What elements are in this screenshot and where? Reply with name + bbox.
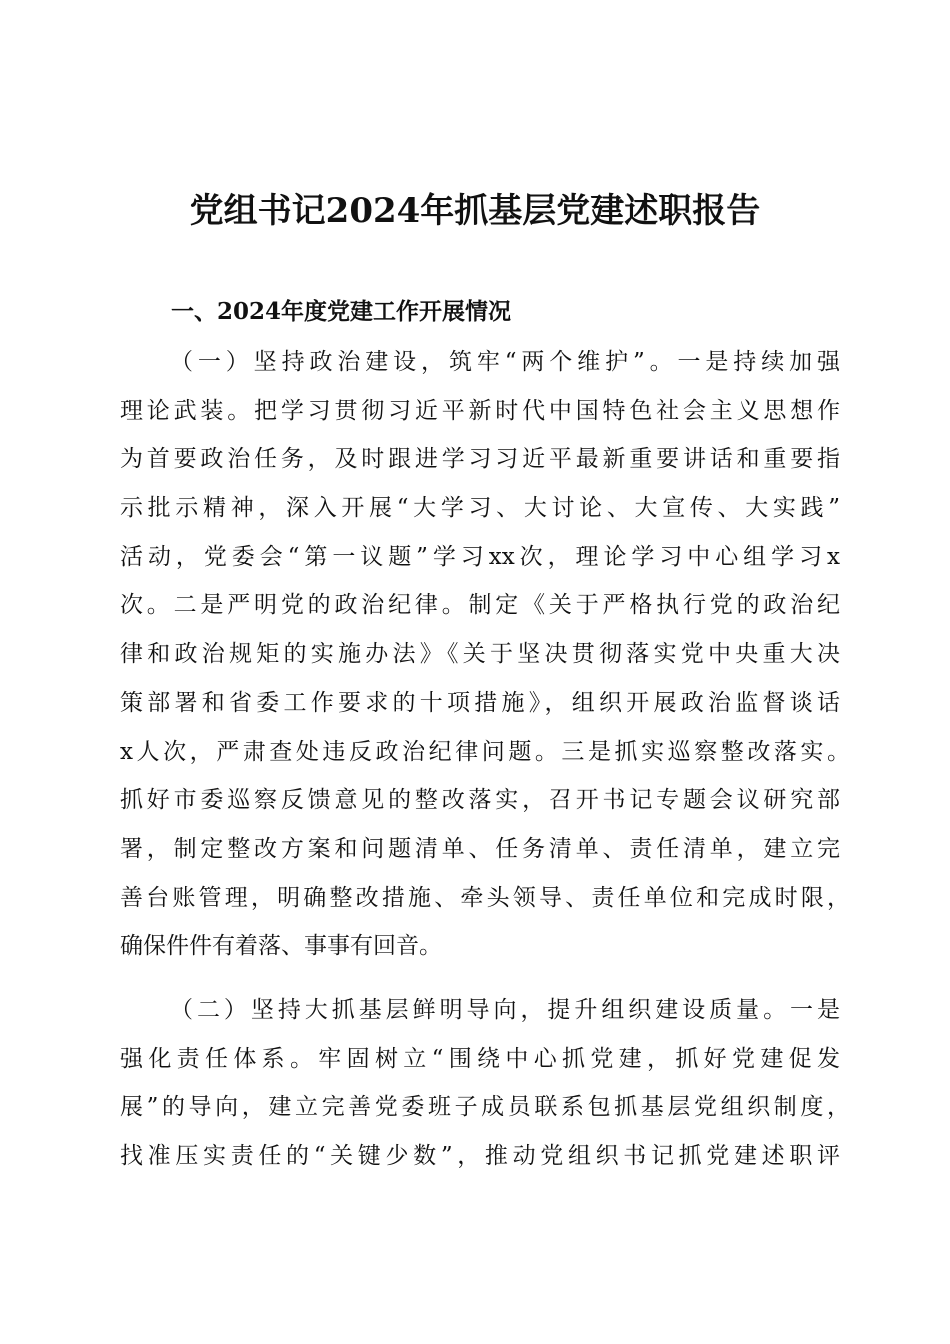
paragraph-line: 理论武装。把学习贯彻习近平新时代中国特色社会主义思想作 (120, 397, 840, 424)
paragraph-line: 律和政治规矩的实施办法》《关于坚决贯彻落实党中央重大决 (120, 641, 840, 668)
paragraph-line: 强化责任体系。牢固树立“围绕中心抓党建，抓好党建促发 (120, 1045, 840, 1072)
paragraph-line: （二）坚持大抓基层鲜明导向，提升组织建设质量。一是 (170, 997, 840, 1023)
paragraph-line: （一）坚持政治建设，筑牢“两个维护”。一是持续加强 (170, 349, 840, 375)
paragraph-line: 活动，党委会“第一议题”学习xx次，理论学习中心组学习x (120, 543, 840, 570)
paragraph-line: 找准压实责任的“关键少数”，推动党组织书记抓党建述职评 (120, 1143, 840, 1170)
paragraph-grassroots-building (120, 986, 850, 1181)
section-heading: 一、2024年度党建工作开展情况 (171, 298, 512, 325)
document-title: 党组书记2024年抓基层党建述职报告 (189, 191, 761, 231)
paragraph-political-building (120, 338, 850, 971)
paragraph-line: 次。二是严明党的政治纪律。制定《关于严格执行党的政治纪 (120, 592, 840, 619)
paragraph-line: x人次，严肃查处违反政治纪律问题。三是抓实巡察整改落实。 (120, 738, 850, 765)
paragraph-line: 展”的导向，建立完善党委班子成员联系包抓基层党组织制度， (120, 1094, 850, 1121)
paragraph-line: 署，制定整改方案和问题清单、任务清单、责任清单，建立完 (120, 835, 840, 862)
paragraph-line: 策部署和省委工作要求的十项措施》，组织开展政治监督谈话 (120, 689, 840, 716)
paragraph-line: 善台账管理，明确整改措施、牵头领导、责任单位和完成时限， (120, 884, 850, 911)
paragraph-line: 确保件件有着落、事事有回音。 (120, 933, 442, 960)
paragraph-line: 为首要政治任务，及时跟进学习习近平最新重要讲话和重要指 (120, 446, 840, 473)
paragraph-line: 抓好市委巡察反馈意见的整改落实，召开书记专题会议研究部 (120, 787, 840, 814)
paragraph-line: 示批示精神，深入开展“大学习、大讨论、大宣传、大实践” (120, 495, 840, 522)
